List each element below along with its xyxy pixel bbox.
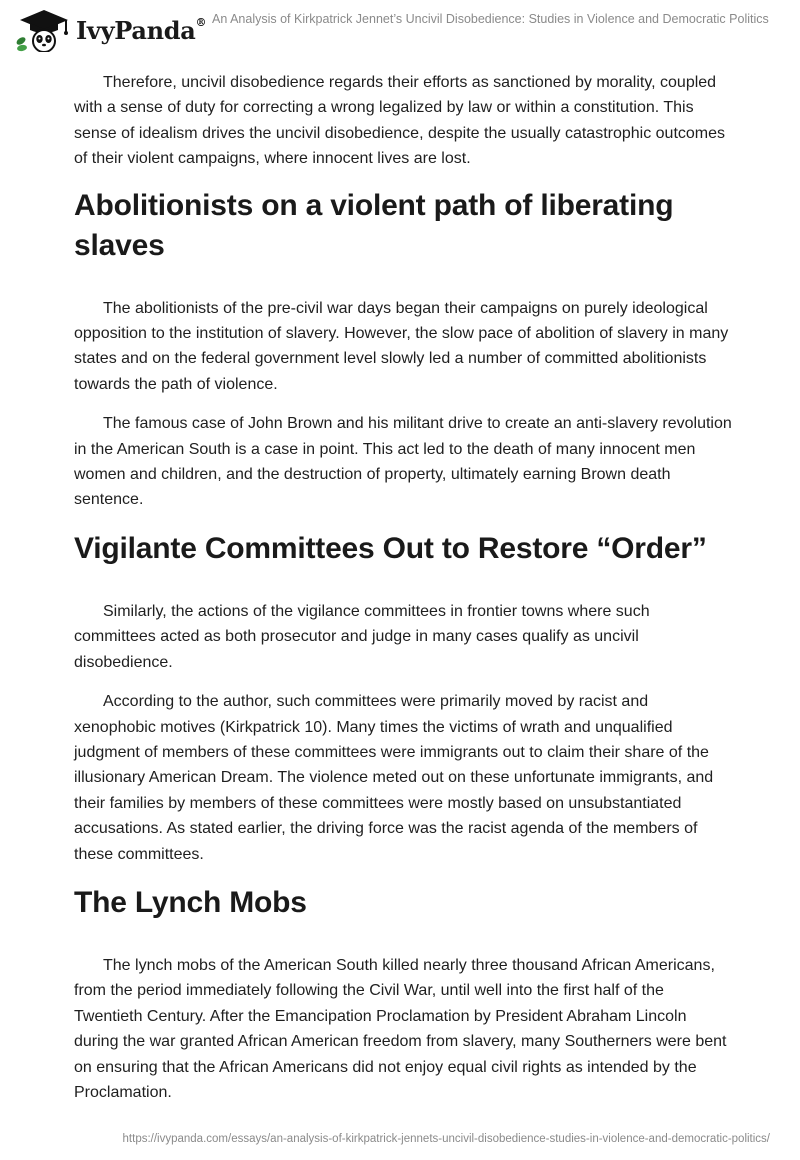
- article-body: [74, 70, 734, 1119]
- paragraph-vigilante-2: According to the author, such committees were primarily moved by racist and xenophobic motives (Kirkpatrick 10). Many times the victims of wrath and unqualified judgment of members of these committees were immigrants out to claim their share of the illusionary American Dream. The violence meted out on these unfortunate immigrants, and their families by members of these committees were mostly based on unsubstantiated accusations. As stated earlier, the driving force was the racist agenda of the members of these committees.: [74, 693, 714, 863]
- heading-vigilante: Vigilante Committees Out to Restore “Order”: [74, 531, 707, 565]
- paragraph-vigilante-1: Similarly, the actions of the vigilance committees in frontier towns where such committees acted as both prosecutor and judge in many cases qualify as uncivil disobedience.: [74, 602, 650, 671]
- paragraph-lynch-1: The lynch mobs of the American South killed nearly three thousand African Americans, from the period immediately following the Civil War, until well into the first half of the Twentieth Century. After the Emancipation Proclamation by President Abraham Lincoln during the war granted African American freedom from slavery, many Southerners were bent on ensuring that the African Americans did not enjoy equal civil rights as intended by the Proclamation.: [74, 956, 727, 1101]
- document-title: An Analysis of Kirkpatrick Jennet’s Uncivil Disobedience: Studies in Violence and Democratic Politics: [212, 12, 769, 26]
- paragraph-intro: Therefore, uncivil disobedience regards their efforts as sanctioned by morality, coupled with a sense of duty for correcting a wrong legalized by law or within a constitution. This sense of idealism drives the uncivil disobedience, despite the usually catastrophic outcomes of their violent campaigns, where innocent lives are lost.: [74, 74, 726, 168]
- paragraph-abolitionists-2: The famous case of John Brown and his militant drive to create an anti-slavery revolution in the American South is a case in point. This act led to the death of many innocent men women and children, and the destruction of property, ultimately earning Brown death sentence.: [74, 415, 732, 509]
- paragraph-abolitionists-1: The abolitionists of the pre-civil war days began their campaigns on purely ideological opposition to the institution of slavery. However, the slow pace of abolition of slavery in many states and on the federal government level slowly led a number of committed abolitionists towards the path of violence.: [74, 299, 729, 393]
- page-header: [0, 0, 800, 60]
- brand-name: IvyPanda: [76, 15, 196, 45]
- source-url[interactable]: https://ivypanda.com/essays/an-analysis-of-kirkpatrick-jennets-uncivil-disobedience-studies-in-violence-and-democratic-politics/: [122, 1133, 770, 1145]
- ivypanda-logo[interactable]: [14, 8, 206, 52]
- registered-mark: ®: [195, 15, 207, 29]
- panda-graduate-icon: [14, 8, 76, 52]
- heading-lynch-mobs: The Lynch Mobs: [74, 885, 307, 919]
- heading-abolitionists: Abolitionists on a violent path of liberating slaves: [74, 188, 674, 262]
